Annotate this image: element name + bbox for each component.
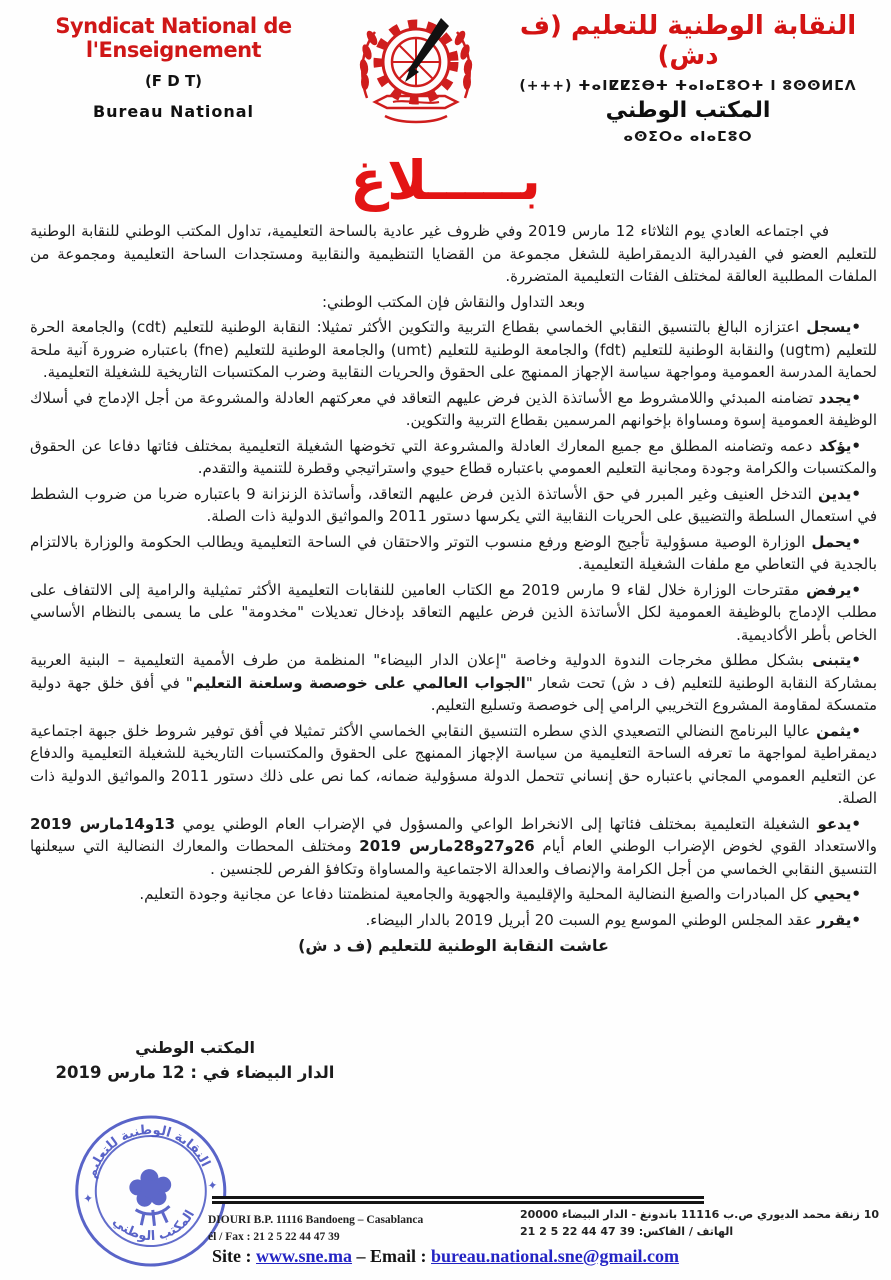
national-office-arabic: المكتب الوطني [605, 97, 771, 123]
svg-text:النقابة الوطنية للتعليم: النقابة الوطنية للتعليم [84, 1122, 213, 1181]
national-office-tifinagh: ⴰⵙⵉⵔⴰ ⴰⵏⴰⵎⵓⵔ [623, 128, 753, 145]
bullet-paragraph: •يدين التدخل العنيف وغير المبرر في حق الأساتذة الذين فرض عليهم التعاقد، وأساتذة الزنزانة 9 باعتباره ضربا من ضروب الشطط في استعمال السلطة والتضييق على الحريات النقابية التي يكرسها دستور 2011 والمواثيق الدولية ذات الصلة. [30, 484, 877, 526]
bullet-paragraph: •يسجل اعتزازه البالغ بالتنسيق النقابي الخماسي بقطاع التربية والتكوين الأكثر تمثيلا: النقابة الوطنية للتعليم (cdt) والجامعة الحرة للتعليم (ugtm) والنقابة الوطنية للتعليم (fdt) والجامعة الوطنية للتعليم (umt) والجامعة الوطنية للتعليم (fne) باعتباره ضرورة آنية ملحة لحماية المدرسة العمومية ومواجهة سياسة الإجهاز الممنهج على الحقوق والحريات النقابية وضرب المكتسبات التاريخية للشغيلة التعليمية. [30, 318, 878, 382]
bullet-paragraph: •يرفض مقترحات الوزارة خلال لقاء 9 مارس 2019 مع الكتاب العامين للنقابات التعليمية الأكثر تمثيلية والرامية إلى الالتفاف على مطلب الإدماج بالوظيفة العمومية لكل الأساتذة الذين فرض عليهم التعاقد بإدخال تعديلات "مخدومة" على ما يسمى بالنظام الأساسي الخاص بأطر الأكاديمية. [30, 580, 877, 644]
email-link[interactable]: bureau.national.sne@gmail.com [431, 1246, 679, 1266]
lead-in-line: وبعد التداول والنقاش فإن المكتب الوطني: [321, 292, 585, 311]
org-acronym: (F D T) [144, 72, 203, 90]
svg-text:المكتب الوطني: المكتب الوطني [109, 1207, 199, 1245]
org-name-arabic: النقابة الوطنية للتعليم (ف دش) [519, 11, 857, 71]
bullet-paragraph: •يؤكد دعمه وتضامنه المطلق مع جميع المعارك العادلة والمشروعة التي تخوضها الشغيلة التعليمية بمختلف فئاتها دفاعا عن الحقوق والمكتسبات والكرامة وجودة ومجانية التعليم العمومي باعتباره قطاع حيوي واستراتيجي وقطرة للتنمية والتقدم. [30, 436, 877, 478]
bullet-paragraph: •يجدد تضامنه المبدئي واللامشروط مع الأساتذة الذين فرض عليهم التعاقد في معركتهم العادلة والمشروعة من أجل الإدماج في أسلاك الوظيفة العمومية إسوة ومساواة بإخوانهم المرسمين بقطاع التربية والتكوين. [30, 388, 877, 430]
bullet-paragraph: •يدعو الشغيلة التعليمية بمختلف فئاتها إلى الانخراط الواعي والمسؤول في الإضراب العام الوطني يومي 13و14مارس 2019 والاستعداد القوي لخوض الإضراب الوطني العام أيام 26و27و28مارس 2019 ومختلف المحطات والمعارك النضالية التي سيعلنها التنسيق النقابي الخماسي من أجل الكرامة والإنصاف والعدالة الاجتماعية والمساواة وتكافؤ الفرص للجنسين . [30, 814, 877, 878]
website-link[interactable]: www.sne.ma [256, 1246, 353, 1266]
org-name-tifinagh: ⵜⴰⵏⵇⵇⵉⴱⵜ ⵜⴰⵏⴰⵎⵓⵔⵜ ⵏ ⵓⵙⵙⵍⵎⴷ (+++) [519, 77, 857, 94]
bullet-paragraph: •يحمل الوزارة الوصية مسؤولية تأجيج الوضع ورفع منسوب التوتر والاحتقان في الساحة التعليمية ويطالب الحكومة والوزارة بالالتزام بالجدية في التعاطي مع ملفات الشغيلة التعليمية. [30, 532, 877, 574]
letterhead [0, 0, 891, 145]
bureau-national-label: Bureau National [92, 102, 255, 121]
svg-text:✦: ✦ [82, 1191, 95, 1207]
signature-place-date: الدار البيضاء في : 12 مارس 2019 [55, 1063, 335, 1082]
footer-address-arabic-line1: 10 زنقة محمد الديوري ص.ب 11116 باندونغ - الدار البيضاء 20000 [519, 1208, 879, 1221]
communique-body [0, 210, 891, 958]
footer-telfax-latin: él / Fax : 21 2 5 22 44 47 39 [208, 1231, 340, 1243]
footer-divider [212, 1196, 704, 1201]
bullet-paragraph: •يتبنى بشكل مطلق مخرجات الندوة الدولية وخاصة "إعلان الدار البيضاء" المنظمة من طرف الأممية التعليمية – البنية العربية بمشاركة النقابة الوطنية للتعليم (ف د ش) تحت شعار "الجواب العالمي على خوصصة وسلعنة التعليم" في أفق خلق جهة دولية متمسكة لمقاومة المشروع التخريبي الرامي إلى خوصصة وتسليع التعليم. [30, 651, 878, 715]
footer-site-email-line [0, 1246, 891, 1267]
signature-block [45, 1038, 345, 1082]
footer-address-line1: DIOURI B.P. 11116 Bandoeng – Casablanca [208, 1214, 424, 1226]
footer-address-arabic [520, 1206, 879, 1240]
letterhead-arabic [491, 10, 885, 145]
svg-text:✦: ✦ [206, 1178, 219, 1194]
footer-telfax-arabic: الهاتف / الفاكس: 39 47 44 22 5 2 21 [519, 1225, 734, 1238]
site-label: Site : [212, 1246, 257, 1266]
bullet-paragraph: •يحيي كل المبادرات والصيغ النضالية المحلية والإقليمية والجهوية والجامعية لمنظمتنا دفاعا عن مجانية وجودة التعليم. [139, 885, 861, 904]
communique-title: بـــــلاغ [350, 148, 541, 212]
bullet-paragraph: •يقرر عقد المجلس الوطني الموسع يوم السبت 20 أبريل 2019 بالدار البيضاء. [365, 910, 861, 929]
letterhead-french [6, 10, 341, 121]
union-gear-emblem-icon [341, 10, 491, 132]
email-label: – Email : [352, 1246, 432, 1266]
signature-office: المكتب الوطني [135, 1038, 255, 1057]
footer-address-latin [208, 1212, 423, 1246]
org-name-french: Syndicat National de l'Enseignement [55, 14, 292, 62]
intro-paragraph: في اجتماعه العادي يوم الثلاثاء 12 مارس 2019 وفي ظروف غير عادية بالساحة التعليمية، تداول المكتب الوطني للنقابة الوطنية للتعليم العضو في الفيدرالية الديمقراطية للشغل مجموعة من القضايا التنظيمية والنقابية ومستجدات الساحة التعليمية ومجموعة من الملفات المطلبية العالقة لمختلف الفئات التعليمية المتضررة. [30, 222, 877, 286]
closing-slogan: عاشت النقابة الوطنية للتعليم (ف د ش) [298, 936, 609, 956]
bullet-paragraph: •يثمن عاليا البرنامج النضالي التصعيدي الذي سطره التنسيق النقابي الخماسي الأكثر تمثيلا في أفق توفير شروط خلق جبهة اجتماعية ديمقراطية لمواجهة ما تعرفه الساحة التعليمية من سياسة الإجهاز الممنهج على الحقوق والمكتسبات التاريخية للشغيلة التعليمية والدفاع عن التعليم العمومي المجاني باعتباره حق إنساني تتحمل الدولة مسؤولية ضمانه، كما نص على ذلك دستور 2011 والمواثيق الدولية ذات الصلة. [30, 721, 877, 808]
bullet-list [30, 316, 877, 931]
